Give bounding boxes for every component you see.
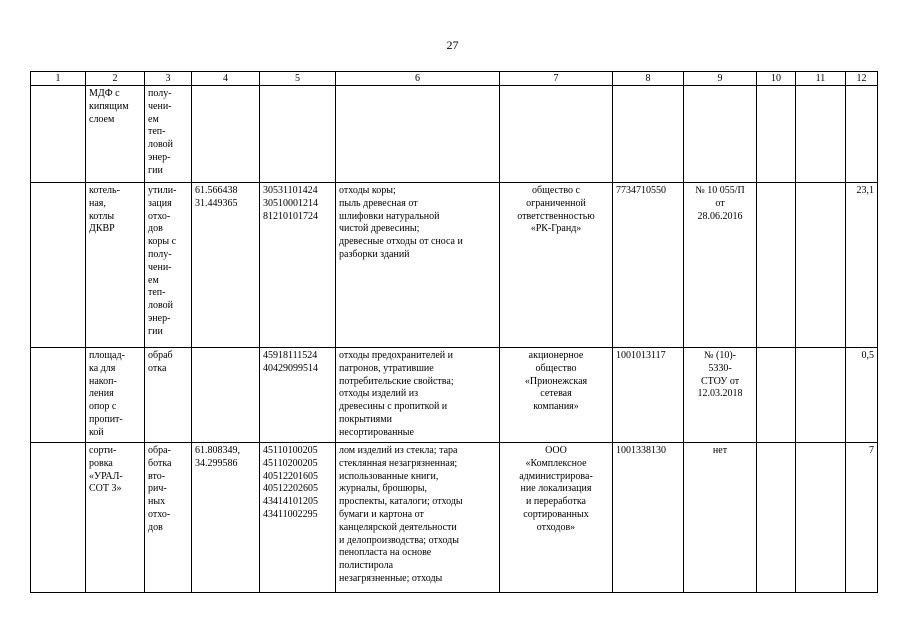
license-cell (684, 183, 757, 348)
operator-inn-cell (613, 86, 684, 183)
cell-line: покрытиями (339, 413, 392, 425)
cell-line: 40512201605 (263, 470, 318, 482)
cell-line: ловой (148, 300, 173, 312)
cell-line: компания» (533, 401, 579, 413)
column-header: 12 (846, 72, 878, 86)
operator-name-cell (500, 183, 613, 348)
cell-line: 34.299586 (195, 457, 238, 469)
cell-line: отхо- (148, 210, 171, 222)
cell-line: бумаги и картона от (339, 508, 424, 520)
table-row (31, 348, 878, 443)
column-header: 3 (145, 72, 192, 86)
cell-line: рич- (148, 483, 167, 495)
cell-line: сортированных (523, 508, 589, 520)
cell-line: чистой древесины; (339, 223, 420, 235)
cell-line: акционерное (528, 350, 584, 361)
cell-line: 61.566438 (195, 185, 238, 196)
cell-line: ловой (148, 139, 173, 151)
waste-codes-cell (260, 348, 336, 443)
cell-line: 61.808349, (195, 445, 240, 456)
cell-line: отхо- (148, 508, 171, 520)
cell-line: несортированные (339, 426, 414, 438)
coordinates-cell (192, 348, 260, 443)
col-11-cell (796, 86, 846, 183)
column-header: 9 (684, 72, 757, 86)
operator-inn-cell (613, 443, 684, 593)
license-cell (684, 348, 757, 443)
cell-line: сорти- (89, 445, 117, 456)
row-number-cell (31, 183, 86, 348)
cell-line: патронов, утратившие (339, 362, 434, 374)
cell-text: 1001013117 (616, 350, 666, 361)
operator-name-cell (500, 348, 613, 443)
row-number-cell (31, 86, 86, 183)
cell-line: 40512202605 (263, 483, 318, 495)
waste-names-cell (336, 443, 500, 593)
cell-line: чени- (148, 100, 172, 112)
cell-line: потребительские свойства; (339, 375, 454, 387)
col-10-cell (757, 348, 796, 443)
activity-type-cell (145, 183, 192, 348)
cell-line: теп- (148, 287, 166, 299)
column-header: 11 (796, 72, 846, 86)
cell-line: 43411002295 (263, 508, 318, 520)
cell-line: незагрязненные; отходы (339, 572, 443, 584)
activity-type-cell (145, 86, 192, 183)
cell-line: ботка (148, 457, 172, 469)
cell-line: энер- (148, 151, 171, 163)
column-header: 4 (192, 72, 260, 86)
cell-line: общество с (532, 185, 580, 196)
cell-line: «Комплексное (525, 457, 587, 469)
activity-type-cell (145, 348, 192, 443)
cell-line: обраб (148, 350, 173, 361)
cell-line: СОТ 3» (89, 483, 122, 495)
cell-line: 30510001214 (263, 197, 318, 209)
cell-line: дов (148, 223, 163, 235)
column-header: 10 (757, 72, 796, 86)
cell-line: теп- (148, 126, 166, 138)
col-11-cell (796, 183, 846, 348)
cell-line: стеклянная незагрязненная; (339, 457, 458, 469)
cell-line: слоем (89, 113, 115, 125)
cell-line: кой (89, 426, 104, 438)
cell-line: отходы предохранителей и (339, 350, 453, 361)
cell-line: 5330- (708, 362, 732, 374)
cell-line: гии (148, 164, 163, 176)
cell-line: пенопласта на основе (339, 547, 432, 559)
object-name-cell (86, 183, 145, 348)
object-name-cell (86, 86, 145, 183)
cell-line: ем (148, 274, 159, 286)
cell-line: опор с (89, 401, 117, 413)
cell-line: 40429099514 (263, 362, 318, 374)
cell-line: накоп- (89, 375, 117, 387)
operator-name-cell (500, 443, 613, 593)
cell-line: нет (712, 445, 728, 456)
col-11-cell (796, 443, 846, 593)
cell-line: обра- (148, 445, 171, 456)
cell-line: 45110100205 (263, 445, 318, 456)
cell-line: № 10 055/П (695, 185, 745, 196)
cell-line: отходы коры; (339, 185, 396, 196)
cell-line: 28.06.2016 (697, 210, 743, 222)
cell-line: лом изделий из стекла; тара (339, 445, 458, 456)
column-header: 5 (260, 72, 336, 86)
cell-line: ных (148, 496, 166, 508)
cell-line: общество (535, 362, 577, 374)
cell-line: кипящим (89, 100, 129, 112)
cell-line: 43414101205 (263, 496, 318, 508)
cell-line: ние локализация (520, 483, 592, 495)
cell-line: полу- (148, 88, 172, 99)
object-name-cell (86, 348, 145, 443)
cell-line: утили- (148, 185, 177, 196)
cell-line: и переработка (526, 496, 586, 508)
cell-line: ООО (545, 445, 567, 456)
column-header: 7 (500, 72, 613, 86)
column-header: 6 (336, 72, 500, 86)
column-header: 1 (31, 72, 86, 86)
row-number-cell (31, 348, 86, 443)
cell-text: 0,5 (861, 350, 874, 361)
cell-line: ДКВР (89, 223, 115, 235)
waste-codes-cell (260, 86, 336, 183)
cell-line: 31.449365 (195, 197, 238, 209)
coordinates-cell (192, 183, 260, 348)
col-10-cell (757, 443, 796, 593)
cell-line: ления (89, 388, 114, 400)
cell-text: 7 (869, 445, 874, 456)
col-11-cell (796, 348, 846, 443)
waste-names-cell (336, 86, 500, 183)
waste-codes-cell (260, 443, 336, 593)
cell-line: «Прионежская (524, 375, 588, 387)
activity-type-cell (145, 443, 192, 593)
cell-text: 1001338130 (616, 445, 666, 456)
license-cell (684, 443, 757, 593)
page-number: 27 (446, 38, 459, 52)
col-10-cell (757, 86, 796, 183)
cell-line: ответственностью (517, 210, 595, 222)
cell-line: «РК-Гранд» (530, 223, 582, 235)
operator-inn-cell (613, 183, 684, 348)
cell-line: «УРАЛ- (89, 470, 123, 482)
cell-line: сетевая (540, 388, 572, 400)
cell-text: 7734710550 (616, 185, 666, 196)
table-row (31, 183, 878, 348)
cell-line: 12.03.2018 (697, 388, 743, 400)
cell-line: использованные книги, (339, 470, 439, 482)
cell-line: ем (148, 113, 159, 125)
cell-line: коры с (148, 236, 177, 248)
cell-line: зация (148, 197, 172, 209)
column-header: 8 (613, 72, 684, 86)
column-number-row (31, 72, 878, 86)
cell-line: котель- (89, 185, 120, 196)
cell-line: энер- (148, 312, 171, 324)
cell-line: чени- (148, 261, 172, 273)
waste-names-cell (336, 348, 500, 443)
cell-line: ная, (89, 197, 106, 209)
row-number-cell (31, 443, 86, 593)
waste-facility-table (30, 71, 878, 593)
cell-line: № (10)- (703, 350, 737, 361)
cell-line: администрирова- (519, 470, 593, 482)
cell-line: СТОУ от (700, 375, 740, 387)
capacity-cell (846, 86, 878, 183)
coordinates-cell (192, 86, 260, 183)
cell-line: разборки зданий (339, 248, 410, 260)
cell-line: и делопроизводства; отходы (339, 534, 459, 546)
cell-line: канцелярской деятельности (339, 521, 457, 533)
operator-name-cell (500, 86, 613, 183)
table-row (31, 443, 878, 593)
cell-line: древесины с пропиткой и (339, 401, 448, 413)
cell-line: проспекты, каталоги; отходы (339, 496, 463, 508)
cell-line: от (715, 197, 725, 209)
cell-line: котлы (89, 210, 115, 222)
cell-line: 45110200205 (263, 457, 318, 469)
cell-line: полистирола (339, 560, 394, 572)
operator-inn-cell (613, 348, 684, 443)
capacity-cell (846, 183, 878, 348)
cell-line: дов (148, 521, 163, 533)
cell-line: гии (148, 325, 163, 337)
cell-line: вто- (148, 470, 166, 482)
column-header: 2 (86, 72, 145, 86)
cell-line: ка для (89, 362, 116, 374)
capacity-cell (846, 348, 878, 443)
waste-names-cell (336, 183, 500, 348)
cell-line: древесные отходы от сноса и (339, 236, 463, 248)
cell-text: 23,1 (856, 185, 874, 196)
col-10-cell (757, 183, 796, 348)
cell-line: отходов» (536, 521, 576, 533)
cell-line: отка (148, 362, 167, 374)
table-row (31, 86, 878, 183)
capacity-cell (846, 443, 878, 593)
cell-line: 81210101724 (263, 210, 318, 222)
cell-line: ограниченной (526, 197, 586, 209)
cell-line: журналы, брошюры, (339, 483, 427, 495)
cell-line: ровка (89, 457, 113, 469)
cell-line: 30531101424 (263, 185, 318, 196)
cell-line: МДФ с (89, 88, 120, 99)
waste-codes-cell (260, 183, 336, 348)
cell-line: пропит- (89, 413, 123, 425)
cell-line: полу- (148, 248, 172, 260)
license-cell (684, 86, 757, 183)
cell-line: площад- (89, 350, 125, 361)
cell-line: 45918111524 (263, 350, 318, 361)
cell-line: отходы изделий из (339, 388, 419, 400)
coordinates-cell (192, 443, 260, 593)
cell-line: пыль древесная от (339, 197, 418, 209)
cell-line: шлифовки натуральной (339, 210, 440, 222)
object-name-cell (86, 443, 145, 593)
